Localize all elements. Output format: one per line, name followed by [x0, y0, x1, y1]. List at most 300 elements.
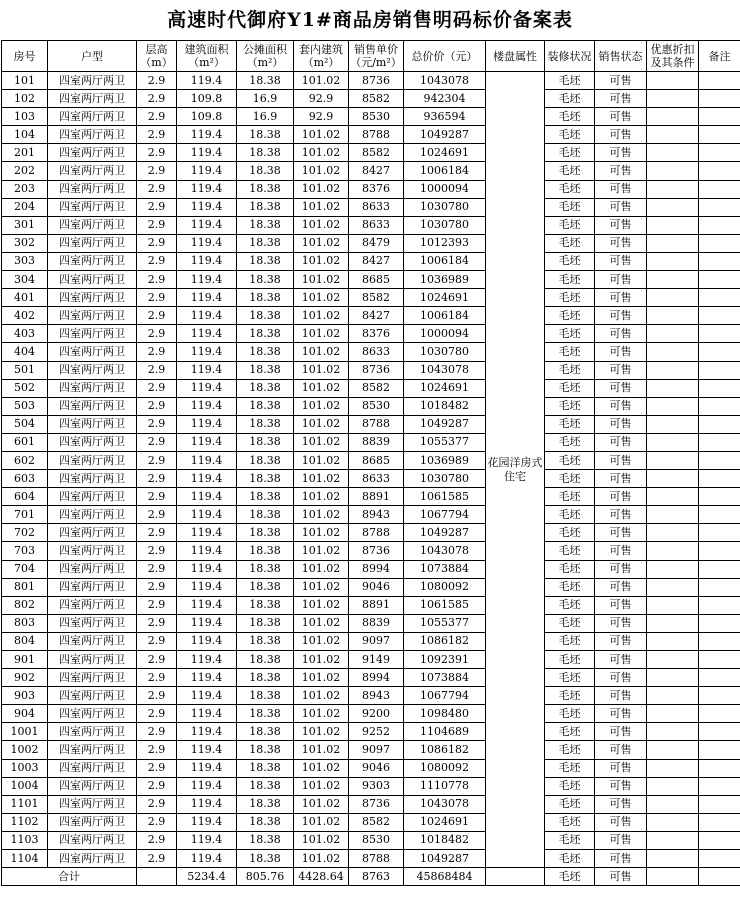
cell-type: 四室两厅两卫	[48, 397, 137, 415]
cell-shared-area: 18.38	[237, 560, 294, 578]
header-status: 销售状态	[595, 41, 647, 72]
table-row	[2, 451, 740, 469]
cell-decoration: 毛坯	[545, 126, 595, 144]
cell-decoration: 毛坯	[545, 108, 595, 126]
cell-discount	[647, 126, 699, 144]
cell-inner-area: 101.02	[294, 361, 349, 379]
cell-type: 四室两厅两卫	[48, 216, 137, 234]
cell-inner-area: 101.02	[294, 795, 349, 813]
cell-type: 四室两厅两卫	[48, 741, 137, 759]
cell-room: 202	[2, 162, 48, 180]
cell-build-area: 119.4	[177, 415, 237, 433]
cell-total-price: 1073884	[404, 669, 486, 687]
cell-discount	[647, 451, 699, 469]
cell-build-area: 119.4	[177, 488, 237, 506]
cell-type: 四室两厅两卫	[48, 795, 137, 813]
cell-status: 可售	[595, 850, 647, 868]
cell-shared-area: 18.38	[237, 72, 294, 90]
cell-decoration: 毛坯	[545, 560, 595, 578]
cell-total-price: 1006184	[404, 252, 486, 270]
cell-remark	[699, 759, 740, 777]
cell-type: 四室两厅两卫	[48, 578, 137, 596]
table-row	[2, 307, 740, 325]
cell-type: 四室两厅两卫	[48, 162, 137, 180]
cell-shared-area: 18.38	[237, 669, 294, 687]
cell-total-price: 1055377	[404, 614, 486, 632]
price-table	[1, 40, 740, 886]
cell-type: 四室两厅两卫	[48, 614, 137, 632]
cell-shared-area: 18.38	[237, 813, 294, 831]
cell-status: 可售	[595, 144, 647, 162]
cell-type: 四室两厅两卫	[48, 596, 137, 614]
cell-decoration: 毛坯	[545, 578, 595, 596]
cell-inner-area: 101.02	[294, 506, 349, 524]
cell-unit-price: 8427	[349, 162, 404, 180]
cell-status: 可售	[595, 723, 647, 741]
cell-unit-price: 8736	[349, 795, 404, 813]
cell-shared-area: 18.38	[237, 216, 294, 234]
table-row	[2, 108, 740, 126]
cell-inner-area: 101.02	[294, 651, 349, 669]
cell-discount	[647, 542, 699, 560]
cell-total-price: 1086182	[404, 632, 486, 650]
cell-inner-area: 101.02	[294, 669, 349, 687]
cell-room: 302	[2, 234, 48, 252]
table-row	[2, 813, 740, 831]
totals-shared: 805.76	[237, 868, 294, 886]
cell-inner-area: 101.02	[294, 723, 349, 741]
cell-shared-area: 18.38	[237, 850, 294, 868]
cell-unit-price: 9252	[349, 723, 404, 741]
table-row	[2, 614, 740, 632]
cell-inner-area: 101.02	[294, 488, 349, 506]
cell-decoration: 毛坯	[545, 669, 595, 687]
cell-build-area: 119.4	[177, 271, 237, 289]
cell-build-area: 119.4	[177, 632, 237, 650]
cell-inner-area: 101.02	[294, 777, 349, 795]
cell-unit-price: 9149	[349, 651, 404, 669]
header-build-area: 建筑面积（m²）	[177, 41, 237, 72]
cell-height: 2.9	[137, 126, 177, 144]
cell-build-area: 119.4	[177, 180, 237, 198]
cell-remark	[699, 198, 740, 216]
cell-height: 2.9	[137, 433, 177, 451]
cell-type: 四室两厅两卫	[48, 831, 137, 849]
cell-total-price: 1049287	[404, 126, 486, 144]
cell-build-area: 119.4	[177, 126, 237, 144]
table-row	[2, 162, 740, 180]
cell-unit-price: 8633	[349, 198, 404, 216]
cell-total-price: 1043078	[404, 361, 486, 379]
cell-discount	[647, 216, 699, 234]
cell-shared-area: 18.38	[237, 596, 294, 614]
cell-type: 四室两厅两卫	[48, 234, 137, 252]
cell-height: 2.9	[137, 524, 177, 542]
cell-shared-area: 18.38	[237, 705, 294, 723]
cell-build-area: 119.4	[177, 777, 237, 795]
cell-status: 可售	[595, 234, 647, 252]
cell-shared-area: 18.38	[237, 415, 294, 433]
cell-shared-area: 18.38	[237, 578, 294, 596]
cell-total-price: 1036989	[404, 271, 486, 289]
cell-height: 2.9	[137, 560, 177, 578]
cell-inner-area: 101.02	[294, 524, 349, 542]
cell-build-area: 119.4	[177, 379, 237, 397]
cell-room: 502	[2, 379, 48, 397]
cell-shared-area: 18.38	[237, 162, 294, 180]
cell-remark	[699, 108, 740, 126]
cell-unit-price: 8736	[349, 542, 404, 560]
table-row	[2, 669, 740, 687]
cell-discount	[647, 271, 699, 289]
cell-unit-price: 8530	[349, 108, 404, 126]
cell-build-area: 119.4	[177, 451, 237, 469]
cell-unit-price: 8685	[349, 271, 404, 289]
table-row	[2, 632, 740, 650]
cell-room: 802	[2, 596, 48, 614]
totals-label: 合计	[2, 868, 137, 886]
cell-remark	[699, 361, 740, 379]
cell-inner-area: 101.02	[294, 831, 349, 849]
cell-inner-area: 101.02	[294, 252, 349, 270]
cell-inner-area: 101.02	[294, 470, 349, 488]
table-body	[2, 72, 740, 868]
cell-decoration: 毛坯	[545, 90, 595, 108]
cell-remark	[699, 651, 740, 669]
cell-discount	[647, 596, 699, 614]
cell-total-price: 1006184	[404, 162, 486, 180]
cell-height: 2.9	[137, 361, 177, 379]
table-row	[2, 759, 740, 777]
cell-inner-area: 101.02	[294, 813, 349, 831]
cell-unit-price: 8479	[349, 234, 404, 252]
cell-unit-price: 8376	[349, 325, 404, 343]
cell-unit-price: 8582	[349, 379, 404, 397]
cell-type: 四室两厅两卫	[48, 180, 137, 198]
cell-build-area: 119.4	[177, 850, 237, 868]
cell-discount	[647, 234, 699, 252]
cell-status: 可售	[595, 307, 647, 325]
cell-status: 可售	[595, 433, 647, 451]
cell-total-price: 1067794	[404, 506, 486, 524]
cell-type: 四室两厅两卫	[48, 632, 137, 650]
cell-room: 1004	[2, 777, 48, 795]
cell-type: 四室两厅两卫	[48, 850, 137, 868]
cell-decoration: 毛坯	[545, 687, 595, 705]
cell-status: 可售	[595, 578, 647, 596]
table-row	[2, 542, 740, 560]
header-shared-area: 公摊面积（m²）	[237, 41, 294, 72]
cell-decoration: 毛坯	[545, 180, 595, 198]
cell-room: 703	[2, 542, 48, 560]
cell-total-price: 1086182	[404, 741, 486, 759]
cell-inner-area: 101.02	[294, 307, 349, 325]
cell-unit-price: 9200	[349, 705, 404, 723]
cell-shared-area: 18.38	[237, 144, 294, 162]
cell-total-price: 1043078	[404, 72, 486, 90]
table-row	[2, 415, 740, 433]
cell-inner-area: 101.02	[294, 415, 349, 433]
cell-shared-area: 18.38	[237, 488, 294, 506]
totals-height	[137, 868, 177, 886]
cell-status: 可售	[595, 252, 647, 270]
cell-build-area: 119.4	[177, 361, 237, 379]
table-row	[2, 777, 740, 795]
cell-inner-area: 101.02	[294, 632, 349, 650]
cell-discount	[647, 723, 699, 741]
cell-discount	[647, 759, 699, 777]
cell-remark	[699, 90, 740, 108]
header-row	[2, 41, 740, 72]
cell-shared-area: 18.38	[237, 759, 294, 777]
cell-remark	[699, 705, 740, 723]
cell-remark	[699, 596, 740, 614]
cell-room: 803	[2, 614, 48, 632]
cell-unit-price: 8376	[349, 180, 404, 198]
cell-type: 四室两厅两卫	[48, 506, 137, 524]
cell-unit-price: 8633	[349, 470, 404, 488]
cell-type: 四室两厅两卫	[48, 669, 137, 687]
cell-total-price: 1030780	[404, 198, 486, 216]
cell-decoration: 毛坯	[545, 361, 595, 379]
cell-status: 可售	[595, 614, 647, 632]
cell-height: 2.9	[137, 705, 177, 723]
table-row	[2, 144, 740, 162]
cell-unit-price: 8633	[349, 216, 404, 234]
table-row	[2, 723, 740, 741]
cell-height: 2.9	[137, 307, 177, 325]
cell-remark	[699, 180, 740, 198]
cell-height: 2.9	[137, 759, 177, 777]
cell-remark	[699, 433, 740, 451]
cell-height: 2.9	[137, 831, 177, 849]
table-row	[2, 470, 740, 488]
cell-inner-area: 101.02	[294, 596, 349, 614]
cell-shared-area: 16.9	[237, 90, 294, 108]
cell-inner-area: 101.02	[294, 687, 349, 705]
header-total-price: 总价价（元）	[404, 41, 486, 72]
cell-decoration: 毛坯	[545, 289, 595, 307]
cell-discount	[647, 669, 699, 687]
cell-type: 四室两厅两卫	[48, 433, 137, 451]
cell-build-area: 119.4	[177, 705, 237, 723]
cell-total-price: 942304	[404, 90, 486, 108]
table-row	[2, 524, 740, 542]
cell-remark	[699, 578, 740, 596]
cell-inner-area: 101.02	[294, 289, 349, 307]
cell-inner-area: 92.9	[294, 108, 349, 126]
cell-type: 四室两厅两卫	[48, 470, 137, 488]
cell-decoration: 毛坯	[545, 144, 595, 162]
cell-height: 2.9	[137, 379, 177, 397]
cell-decoration: 毛坯	[545, 759, 595, 777]
cell-status: 可售	[595, 524, 647, 542]
cell-discount	[647, 361, 699, 379]
table-row	[2, 596, 740, 614]
cell-type: 四室两厅两卫	[48, 759, 137, 777]
cell-status: 可售	[595, 415, 647, 433]
cell-remark	[699, 850, 740, 868]
cell-height: 2.9	[137, 741, 177, 759]
cell-inner-area: 101.02	[294, 198, 349, 216]
cell-remark	[699, 307, 740, 325]
cell-discount	[647, 614, 699, 632]
cell-decoration: 毛坯	[545, 216, 595, 234]
cell-build-area: 119.4	[177, 795, 237, 813]
cell-discount	[647, 560, 699, 578]
cell-total-price: 1024691	[404, 813, 486, 831]
cell-shared-area: 18.38	[237, 307, 294, 325]
cell-height: 2.9	[137, 596, 177, 614]
table-row	[2, 506, 740, 524]
cell-total-price: 1018482	[404, 831, 486, 849]
cell-build-area: 119.4	[177, 325, 237, 343]
cell-decoration: 毛坯	[545, 162, 595, 180]
cell-build-area: 119.4	[177, 687, 237, 705]
cell-unit-price: 8788	[349, 524, 404, 542]
cell-height: 2.9	[137, 578, 177, 596]
cell-decoration: 毛坯	[545, 777, 595, 795]
cell-inner-area: 101.02	[294, 216, 349, 234]
table-row	[2, 271, 740, 289]
cell-room: 1001	[2, 723, 48, 741]
cell-room: 501	[2, 361, 48, 379]
cell-decoration: 毛坯	[545, 705, 595, 723]
cell-build-area: 119.4	[177, 470, 237, 488]
cell-remark	[699, 813, 740, 831]
cell-inner-area: 101.02	[294, 162, 349, 180]
cell-inner-area: 101.02	[294, 271, 349, 289]
cell-decoration: 毛坯	[545, 198, 595, 216]
cell-height: 2.9	[137, 506, 177, 524]
cell-type: 四室两厅两卫	[48, 813, 137, 831]
table-row	[2, 126, 740, 144]
cell-total-price: 1061585	[404, 488, 486, 506]
cell-type: 四室两厅两卫	[48, 252, 137, 270]
table-row	[2, 741, 740, 759]
cell-build-area: 119.4	[177, 759, 237, 777]
cell-total-price: 1030780	[404, 470, 486, 488]
cell-room: 1003	[2, 759, 48, 777]
cell-remark	[699, 271, 740, 289]
cell-remark	[699, 234, 740, 252]
cell-type: 四室两厅两卫	[48, 651, 137, 669]
cell-height: 2.9	[137, 343, 177, 361]
cell-height: 2.9	[137, 198, 177, 216]
cell-shared-area: 18.38	[237, 252, 294, 270]
cell-build-area: 119.4	[177, 560, 237, 578]
cell-unit-price: 9097	[349, 741, 404, 759]
cell-remark	[699, 524, 740, 542]
cell-decoration: 毛坯	[545, 433, 595, 451]
cell-decoration: 毛坯	[545, 831, 595, 849]
cell-inner-area: 101.02	[294, 126, 349, 144]
cell-remark	[699, 542, 740, 560]
cell-remark	[699, 397, 740, 415]
cell-discount	[647, 470, 699, 488]
cell-remark	[699, 415, 740, 433]
cell-inner-area: 101.02	[294, 397, 349, 415]
header-inner-area: 套内建筑（m²）	[294, 41, 349, 72]
cell-room: 902	[2, 669, 48, 687]
cell-status: 可售	[595, 831, 647, 849]
cell-type: 四室两厅两卫	[48, 560, 137, 578]
cell-status: 可售	[595, 542, 647, 560]
table-row	[2, 252, 740, 270]
cell-room: 1002	[2, 741, 48, 759]
cell-room: 401	[2, 289, 48, 307]
header-decoration: 装修状况	[545, 41, 595, 72]
cell-room: 304	[2, 271, 48, 289]
cell-inner-area: 101.02	[294, 705, 349, 723]
cell-shared-area: 18.38	[237, 126, 294, 144]
cell-room: 201	[2, 144, 48, 162]
cell-unit-price: 8839	[349, 433, 404, 451]
cell-build-area: 119.4	[177, 397, 237, 415]
cell-unit-price: 8582	[349, 144, 404, 162]
cell-room: 301	[2, 216, 48, 234]
cell-height: 2.9	[137, 451, 177, 469]
cell-total-price: 1043078	[404, 795, 486, 813]
cell-status: 可售	[595, 108, 647, 126]
table-row	[2, 488, 740, 506]
cell-remark	[699, 72, 740, 90]
cell-discount	[647, 108, 699, 126]
cell-decoration: 毛坯	[545, 415, 595, 433]
cell-status: 可售	[595, 361, 647, 379]
cell-build-area: 119.4	[177, 343, 237, 361]
cell-decoration: 毛坯	[545, 325, 595, 343]
cell-discount	[647, 687, 699, 705]
cell-type: 四室两厅两卫	[48, 126, 137, 144]
table-row	[2, 90, 740, 108]
cell-shared-area: 18.38	[237, 542, 294, 560]
cell-height: 2.9	[137, 415, 177, 433]
cell-status: 可售	[595, 506, 647, 524]
cell-total-price: 1036989	[404, 451, 486, 469]
cell-room: 603	[2, 470, 48, 488]
cell-status: 可售	[595, 705, 647, 723]
cell-remark	[699, 144, 740, 162]
cell-build-area: 119.4	[177, 289, 237, 307]
cell-unit-price: 8943	[349, 687, 404, 705]
cell-discount	[647, 777, 699, 795]
cell-shared-area: 18.38	[237, 741, 294, 759]
cell-build-area: 119.4	[177, 307, 237, 325]
cell-type: 四室两厅两卫	[48, 705, 137, 723]
cell-height: 2.9	[137, 687, 177, 705]
cell-total-price: 1000094	[404, 325, 486, 343]
totals-price: 8763	[349, 868, 404, 886]
cell-status: 可售	[595, 813, 647, 831]
cell-total-price: 1030780	[404, 343, 486, 361]
cell-unit-price: 8427	[349, 252, 404, 270]
cell-room: 504	[2, 415, 48, 433]
cell-status: 可售	[595, 198, 647, 216]
cell-height: 2.9	[137, 614, 177, 632]
totals-total: 45868484	[404, 868, 486, 886]
cell-type: 四室两厅两卫	[48, 144, 137, 162]
cell-type: 四室两厅两卫	[48, 687, 137, 705]
cell-remark	[699, 379, 740, 397]
cell-type: 四室两厅两卫	[48, 289, 137, 307]
cell-shared-area: 18.38	[237, 289, 294, 307]
cell-discount	[647, 524, 699, 542]
table-row	[2, 198, 740, 216]
cell-build-area: 119.4	[177, 252, 237, 270]
table-row	[2, 578, 740, 596]
cell-status: 可售	[595, 669, 647, 687]
